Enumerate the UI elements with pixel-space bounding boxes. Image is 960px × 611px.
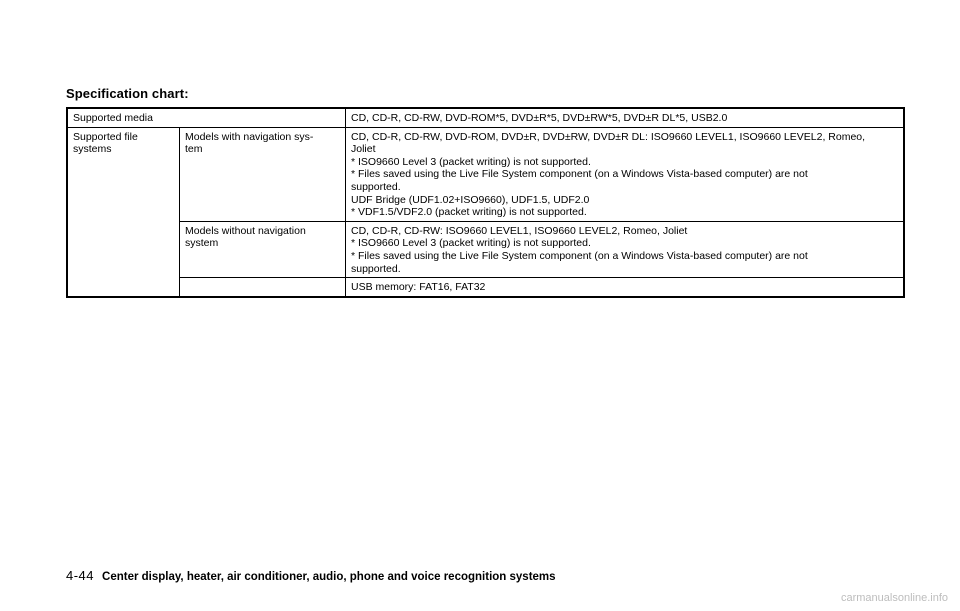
- navigation-file-systems-value: CD, CD-R, CD-RW, DVD-ROM, DVD±R, DVD±RW, DVD±R DL: ISO9660 LEVEL1, ISO9660 LEVEL2, Romeo, Joliet * ISO9660 Level 3 (packet writing) is not supported. * Files saved using the Live File System component (on a Windows Vista-based computer) are not supported. UDF Bridge (UDF1.02+ISO9660), UDF1.5, UDF2.0 * VDF1.5/VDF2.0 (packet writing) is not supported.: [346, 127, 905, 221]
- table-row-supported-media: [67, 108, 904, 127]
- table-row-no-navigation: [67, 221, 904, 277]
- page-footer: [66, 568, 556, 583]
- chapter-title: Center display, heater, air conditioner, audio, phone and voice recognition systems: [102, 571, 556, 583]
- usb-empty-cell: [180, 278, 346, 297]
- models-with-navigation-label: Models with navigation sys- tem: [180, 127, 346, 221]
- supported-file-systems-label: Supported file systems: [67, 127, 180, 297]
- usb-file-systems-value: USB memory: FAT16, FAT32: [346, 278, 905, 297]
- supported-media-value: CD, CD-R, CD-RW, DVD-ROM*5, DVD±R*5, DVD±RW*5, DVD±R DL*5, USB2.0: [346, 108, 905, 127]
- table-row-usb: [67, 278, 904, 297]
- supported-media-label: Supported media: [67, 108, 346, 127]
- specification-table: [66, 107, 905, 298]
- watermark: carmanualsonline.info: [840, 592, 948, 604]
- no-navigation-file-systems-value: CD, CD-R, CD-RW: ISO9660 LEVEL1, ISO9660 LEVEL2, Romeo, Joliet * ISO9660 Level 3 (packet writing) is not supported. * Files saved using the Live File System component (on a Windows Vista-based computer) are not supported.: [346, 221, 905, 277]
- page-number: 4-44: [66, 568, 95, 583]
- models-without-navigation-label: Models without navigation system: [180, 221, 346, 277]
- section-title: Specification chart:: [66, 86, 189, 101]
- table-row-navigation: [67, 127, 904, 221]
